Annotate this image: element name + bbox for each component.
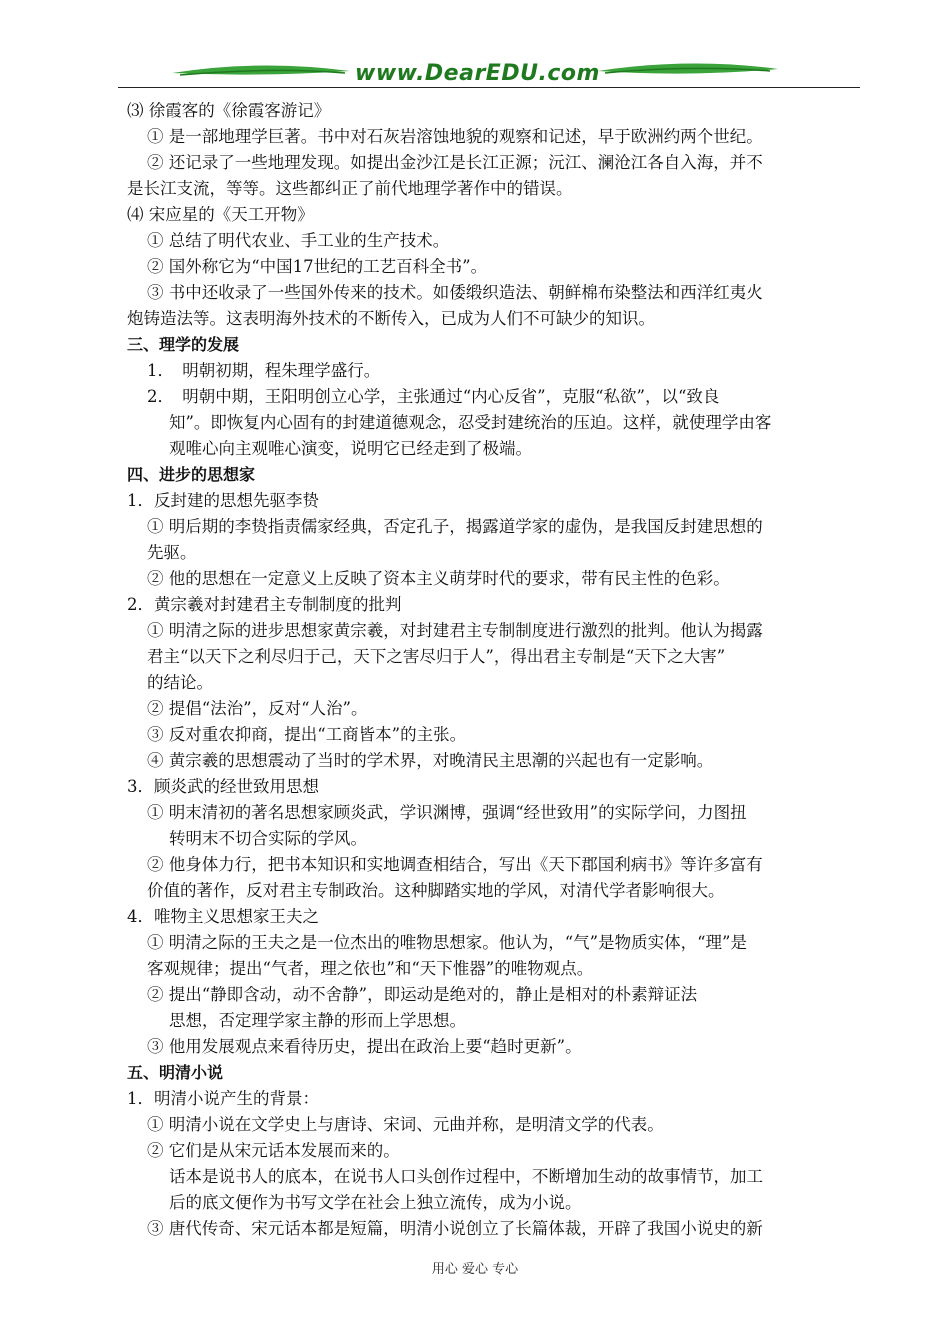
text-line: 1． 明朝初期，程朱理学盛行。 — [147, 361, 381, 380]
text-line: ② 提出“静即含动，动不舍静”，即运动是绝对的，静止是相对的朴素辩证法 — [147, 985, 698, 1004]
text-line: ① 明后期的李贽指责儒家经典，否定孔子，揭露道学家的虚伪，是我国反封建思想的 — [147, 517, 763, 536]
site-logo: www.DearEDU.com — [355, 61, 600, 86]
text-line: ① 是一部地理学巨著。书中对石灰岩溶蚀地貌的观察和记述，早于欧洲约两个世纪。 — [147, 127, 763, 146]
text-line: ① 明末清初的著名思想家顾炎武，学识渊博，强调“经世致用”的实际学问，力图扭 — [147, 803, 747, 822]
text-line: ② 提倡“法治”，反对“人治”。 — [147, 699, 368, 718]
text-line: 话本是说书人的底本，在说书人口头创作过程中，不断增加生动的故事情节，加工 — [169, 1167, 763, 1186]
text-line: 的结论。 — [147, 673, 213, 692]
text-line: 后的底文便作为书写文学在社会上独立流传，成为小说。 — [169, 1193, 582, 1212]
text-line: ④ 黄宗羲的思想震动了当时的学术界，对晚清民主思潮的兴起也有一定影响。 — [147, 751, 714, 770]
text-line: 客观规律；提出“气者，理之依也”和“天下惟器”的唯物观点。 — [147, 959, 594, 978]
section-heading: 三、理学的发展 — [127, 335, 240, 354]
text-line: ② 它们是从宋元话本发展而来的。 — [147, 1141, 400, 1160]
page-footer: 用心 爱心 专心 — [431, 1262, 519, 1277]
text-line: 1．反封建的思想先驱李贽 — [127, 491, 319, 510]
text-line: 君主“以天下之利尽归于己，天下之害尽归于人”，得出君主专制是“天下之大害” — [147, 647, 726, 666]
text-line: ② 他身体力行，把书本知识和实地调查相结合，写出《天下郡国利病书》等许多富有 — [147, 855, 763, 874]
text-line: ⑷ 宋应星的《天工开物》 — [127, 205, 314, 224]
page-header — [0, 55, 950, 95]
text-line: 转明末不切合实际的学风。 — [169, 829, 367, 848]
text-line: 2． 明朝中期，王阳明创立心学，主张通过“内心反省”，克服“私欲”，以“致良 — [147, 387, 720, 406]
text-line: ① 明清之际的王夫之是一位杰出的唯物思想家。他认为，“气”是物质实体，“理”是 — [147, 933, 747, 952]
text-line: ② 他的思想在一定意义上反映了资本主义萌芽时代的要求，带有民主性的色彩。 — [147, 569, 730, 588]
text-line: ① 总结了明代农业、手工业的生产技术。 — [147, 231, 450, 250]
text-line: 观唯心向主观唯心演变，说明它已经走到了极端。 — [169, 439, 532, 458]
section-heading: 五、明清小说 — [127, 1063, 224, 1082]
text-line: ③ 唐代传奇、宋元话本都是短篇，明清小说创立了长篇体裁，开辟了我国小说史的新 — [147, 1219, 763, 1238]
text-line: 1．明清小说产生的背景： — [127, 1089, 319, 1108]
section-heading: 四、进步的思想家 — [127, 465, 256, 484]
text-line: 先驱。 — [147, 543, 197, 562]
text-line: 思想，否定理学家主静的形而上学思想。 — [169, 1011, 466, 1030]
text-line: ① 明清小说在文学史上与唐诗、宋词、元曲并称，是明清文学的代表。 — [147, 1115, 664, 1134]
text-line: 3．顾炎武的经世致用思想 — [127, 777, 319, 796]
text-line: 4．唯物主义思想家王夫之 — [127, 907, 319, 926]
text-line: 知”。即恢复内心固有的封建道德观念，忍受封建统治的压迫。这样，就使理学由客 — [169, 413, 772, 432]
text-line: 2．黄宗羲对封建君主专制制度的批判 — [127, 595, 402, 614]
text-line: 是长江支流，等等。这些都纠正了前代地理学著作中的错误。 — [127, 179, 573, 198]
text-line: 炮铸造法等。这表明海外技术的不断传入，已成为人们不可缺少的知识。 — [127, 309, 655, 328]
text-line: 价值的著作，反对君主专制政治。这种脚踏实地的学风，对清代学者影响很大。 — [147, 881, 725, 900]
header-rule — [118, 87, 860, 88]
text-line: ② 国外称它为“中国17世纪的工艺百科全书”。 — [147, 257, 488, 276]
text-line: ③ 书中还收录了一些国外传来的技术。如倭缎织造法、朝鲜棉布染整法和西洋红夷火 — [147, 283, 763, 302]
text-line: ① 明清之际的进步思想家黄宗羲，对封建君主专制制度进行激烈的批判。他认为揭露 — [147, 621, 763, 640]
document-body — [127, 98, 862, 1242]
text-line: ② 还记录了一些地理发现。如提出金沙江是长江正源；沅江、澜沧江各自入海，并不 — [147, 153, 763, 172]
text-line: ③ 他用发展观点来看待历史，提出在政治上要“趋时更新”。 — [147, 1037, 582, 1056]
text-line: ⑶ 徐霞客的《徐霞客游记》 — [127, 101, 331, 120]
text-line: ③ 反对重农抑商，提出“工商皆本”的主张。 — [147, 725, 467, 744]
